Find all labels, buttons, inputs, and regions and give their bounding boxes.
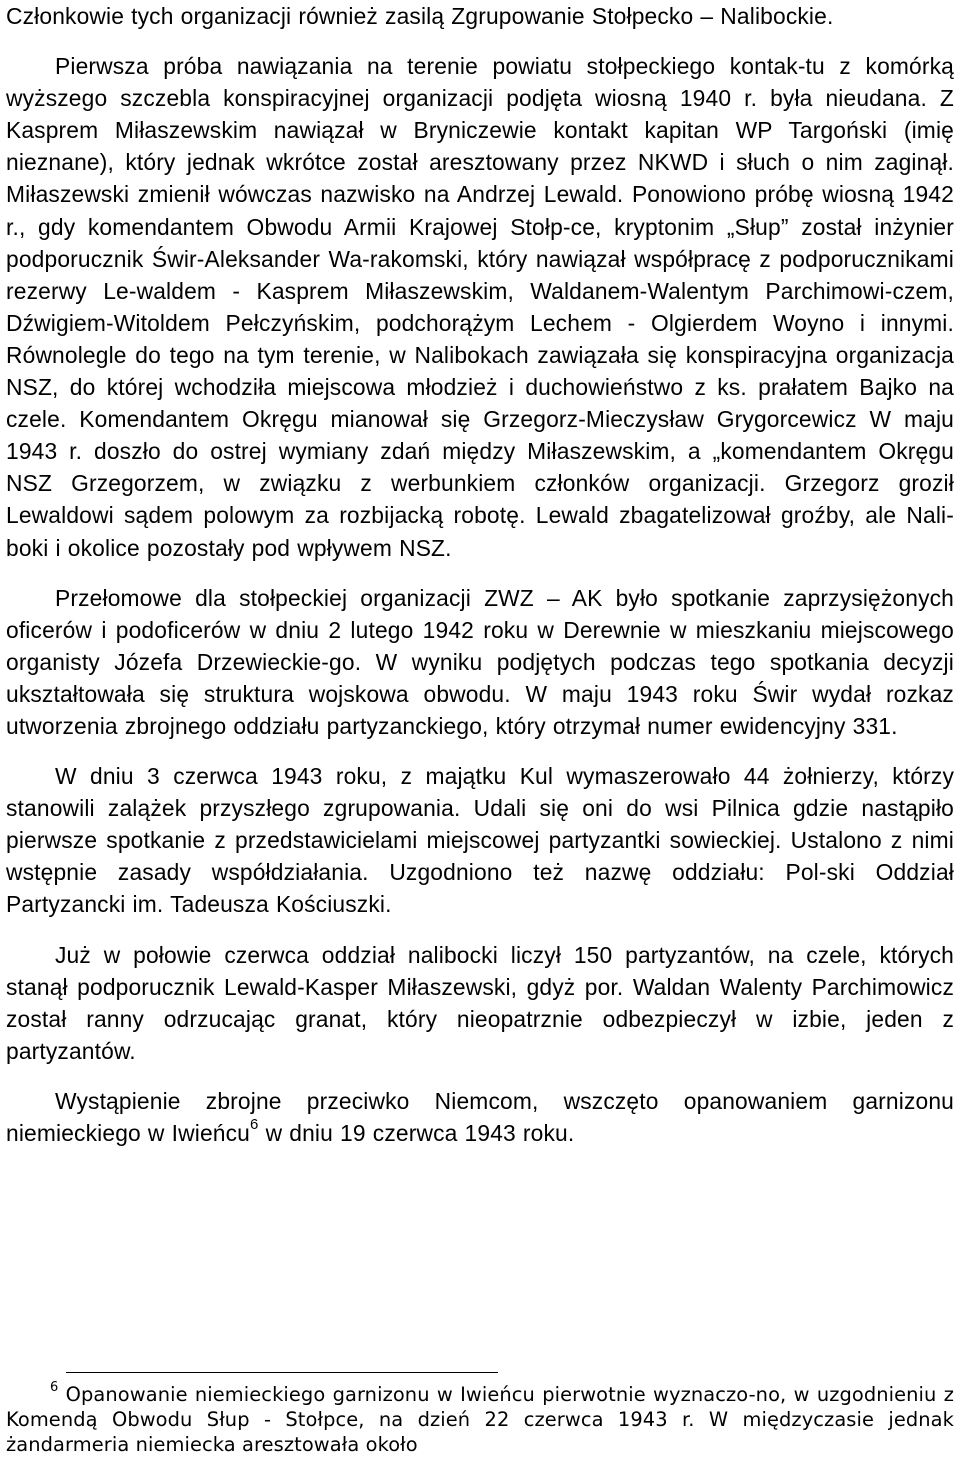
footnote — [6, 1379, 954, 1457]
footnote-text — [6, 1379, 954, 1457]
paragraph-june-march: W dniu 3 czerwca 1943 roku, z majątku Kul wymaszerowało 44 żołnierzy, którzy stanowili zalążek przyszłego zgrupowania. Udali się oni do wsi Pilnica gdzie nastąpiło pierwsze spotkanie z przedstawicielami miejscowej partyzantki sowieckiej. Ustalono z nimi wstępnie zasady współdziałania. Uzgodniono też nazwę oddziału: Pol-ski Oddział Partyzancki im. Tadeusza Kościuszki. — [6, 763, 954, 918]
paragraph-mid-june: Już w połowie czerwca oddział nalibocki liczył 150 partyzantów, na czele, których stanął podporucznik Lewald-Kasper Miłaszewski, gdyż por. Waldan Walenty Parchimowicz został ranny odrzucając granat, który nieopatrznie odbezpieczył w izbie, jeden z partyzantów. — [6, 941, 954, 1064]
quoted-cryptonym: „Słup” — [726, 213, 789, 240]
text-span: w dniu 19 czerwca 1943 roku. — [258, 1120, 575, 1146]
text-span: Pierwsza próba nawiązania na terenie powiatu stołpeckiego kontak-tu z komórką wyższego szczebla konspiracyjnej organizacji podjęta wiosną 1940 r. była nieudana. Z Kasprem Miłaszewskim nawiązał w Bryniczewie kontakt kapitan WP Targoński (imię nieznane), który jednak wkrótce został aresztowany przez NKWD i słuch o nim zaginął. Miłaszewski zmienił wówczas nazwisko na Andrzej Lewald. Ponowiono próbę wiosną 1942 r., gdy komendantem Obwodu Armii Krajowej Stołp-ce, kryptonim — [6, 53, 954, 240]
footnote-body: Opanowanie niemieckiego garnizonu w Iwieńcu pierwotnie wyznaczo-no, w uzgodnieniu z Komendą Obwodu Słup - Stołpce, na dzień 22 czerwca 1943 r. W międzyczasie jednak żandarmeria niemiecka aresztowała około — [6, 1383, 954, 1456]
footnote-marker: 6 — [50, 1379, 59, 1395]
paragraph-continuation: Członkowie tych organizacji również zasilą Zgrupowanie Stołpecko – Nalibockie. — [6, 3, 834, 29]
main-text — [6, 0, 954, 1149]
paragraph-first-contact — [6, 50, 954, 564]
quoted-commander: „komendantem — [712, 438, 867, 465]
text-span: został inżynier podporucznik Świr-Aleksander Wa-rakomski, który nawiązał współpracę z podporucznikami rezerwy Le-waldem - Kasprem Miłaszewskim, Waldanem-Walentym Parchimowi-czem, Dźwigiem-Witoldem Pełczyńskim, podchorążym Lechem - Olgierdem Woyno i innymi. Równolegle do tego na tym terenie, w Nalibokach zawiązała się konspiracyjna organizacja NSZ, do której wchodziła miejscowa młodzież i duchowieństwo z ks. prałatem Bajko na czele. Komendantem Okręgu mianował się Grzegorz-Mieczysław Grygorcewicz W maju 1943 r. doszło do ostrej wymiany zdań między Miłaszewskim, a — [6, 213, 954, 465]
footnote-reference[interactable]: 6 — [249, 1116, 259, 1134]
document-page — [6, 0, 954, 1149]
paragraph-derewno-meeting: Przełomowe dla stołpeckiej organizacji ZWZ – AK było spotkanie zaprzysiężonych oficerów i podoficerów w dniu 2 lutego 1942 roku w Derewnie w mieszkaniu miejscowego organisty Józefa Drzewieckie-go. W wyniku podjętych podczas tego spotkania decyzji ukształtowała się struktura wojskowa obwodu. W maju 1943 roku Świr wydał rozkaz utworzenia zbrojnego oddziału partyzanckiego, który otrzymał numer ewidencyjny 331. — [6, 584, 954, 739]
text-span: Wystąpienie zbrojne przeciwko Niemcom, wszczęto opanowaniem garnizonu niemieckiego w Iwieńcu — [6, 1087, 954, 1146]
footnote-separator — [66, 1372, 498, 1373]
paragraph-armed-action — [6, 1085, 954, 1149]
text-span: Okręgu NSZ Grzegorzem, w związku z werbunkiem członków organizacji. Grzegorz groził Lewaldowi sądem polowym za rozbijacką robotę. Lewald zbagatelizował groźby, ale Nali-boki i okolice pozostały pod wpływem NSZ. — [6, 438, 954, 561]
